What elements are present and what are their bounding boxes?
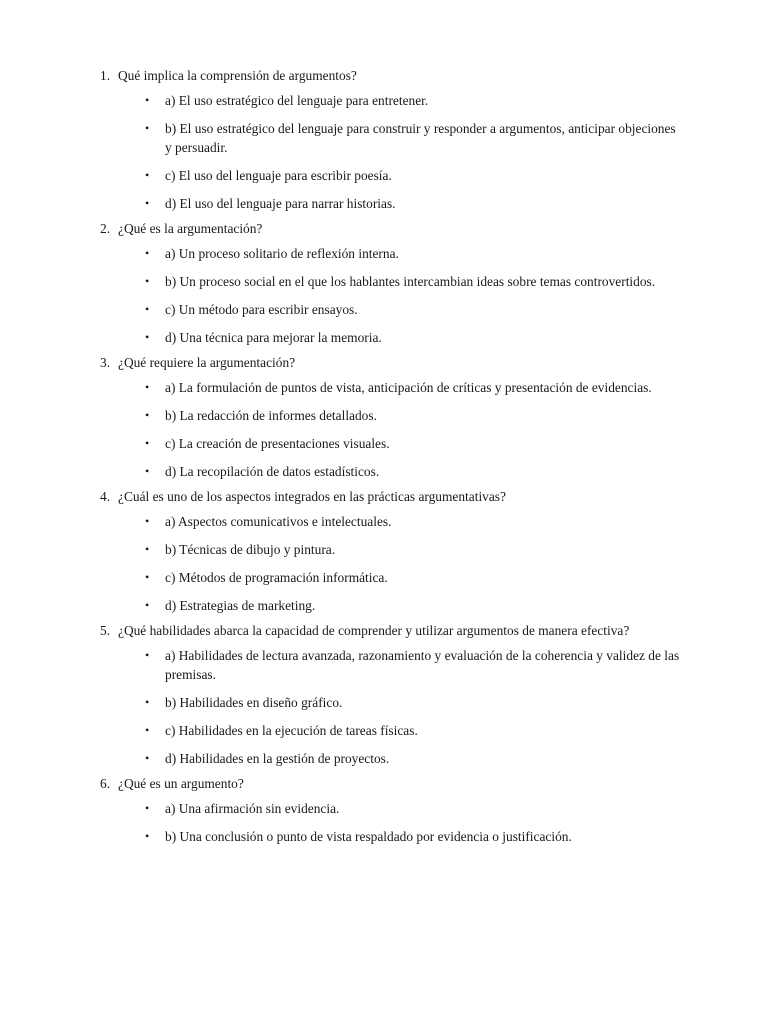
option-item <box>145 596 700 615</box>
bullet-icon: • <box>145 274 150 288</box>
option-text: c) Métodos de programación informática. <box>165 570 388 585</box>
question-4 <box>100 487 700 615</box>
bullet-icon: • <box>145 829 150 843</box>
option-text: b) Habilidades en diseño gráfico. <box>165 695 343 710</box>
option-list <box>100 512 700 615</box>
option-text: a) Un proceso solitario de reflexión interna. <box>165 246 399 261</box>
question-text: ¿Cuál es uno de los aspectos integrados en las prácticas argumentativas? <box>118 489 506 504</box>
option-item <box>145 434 700 453</box>
option-text: c) La creación de presentaciones visuales. <box>165 436 390 451</box>
option-item <box>145 749 700 768</box>
option-text: d) La recopilación de datos estadísticos. <box>165 464 380 479</box>
bullet-icon: • <box>145 380 150 394</box>
question-number: 4. <box>100 489 111 504</box>
option-text: d) Una técnica para mejorar la memoria. <box>165 330 382 345</box>
question-text: ¿Qué habilidades abarca la capacidad de comprender y utilizar argumentos de manera efectiva? <box>118 623 630 638</box>
question-number: 5. <box>100 623 111 638</box>
option-item <box>145 799 700 818</box>
option-item <box>145 119 700 157</box>
bullet-icon: • <box>145 436 150 450</box>
option-list <box>100 91 700 213</box>
bullet-icon: • <box>145 514 150 528</box>
option-text: a) Una afirmación sin evidencia. <box>165 801 340 816</box>
option-text: d) Habilidades en la gestión de proyectos. <box>165 751 390 766</box>
option-text: b) Técnicas de dibujo y pintura. <box>165 542 336 557</box>
option-text: a) Aspectos comunicativos e intelectuales. <box>165 514 392 529</box>
option-item <box>145 721 700 740</box>
option-text: a) Habilidades de lectura avanzada, razonamiento y evaluación de la coherencia y validez de las premisas. <box>165 648 680 682</box>
option-text: c) Un método para escribir ensayos. <box>165 302 358 317</box>
option-item <box>145 300 700 319</box>
bullet-icon: • <box>145 648 150 662</box>
bullet-icon: • <box>145 196 150 210</box>
bullet-icon: • <box>145 598 150 612</box>
bullet-icon: • <box>145 330 150 344</box>
option-text: c) El uso del lenguaje para escribir poesía. <box>165 168 392 183</box>
bullet-icon: • <box>145 695 150 709</box>
question-number: 6. <box>100 776 111 791</box>
option-item <box>145 646 700 684</box>
bullet-icon: • <box>145 168 150 182</box>
bullet-icon: • <box>145 801 150 815</box>
bullet-icon: • <box>145 121 150 135</box>
question-text: Qué implica la comprensión de argumentos? <box>118 68 357 83</box>
bullet-icon: • <box>145 751 150 765</box>
option-item <box>145 378 700 397</box>
option-item <box>145 462 700 481</box>
bullet-icon: • <box>145 246 150 260</box>
option-text: b) La redacción de informes detallados. <box>165 408 377 423</box>
option-list <box>100 378 700 481</box>
option-text: b) Una conclusión o punto de vista respaldado por evidencia o justificación. <box>165 829 572 844</box>
bullet-icon: • <box>145 570 150 584</box>
question-6 <box>100 774 700 846</box>
option-text: a) La formulación de puntos de vista, anticipación de críticas y presentación de evidencias. <box>165 380 652 395</box>
option-item <box>145 272 700 291</box>
question-list <box>100 66 700 852</box>
question-5 <box>100 621 700 768</box>
question-2 <box>100 219 700 347</box>
bullet-icon: • <box>145 542 150 556</box>
option-list <box>100 244 700 347</box>
option-text: b) El uso estratégico del lenguaje para construir y responder a argumentos, anticipar objeciones y persuadir. <box>165 121 676 155</box>
option-text: c) Habilidades en la ejecución de tareas físicas. <box>165 723 418 738</box>
question-number: 3. <box>100 355 111 370</box>
option-item <box>145 512 700 531</box>
option-item <box>145 244 700 263</box>
question-text: ¿Qué requiere la argumentación? <box>118 355 296 370</box>
bullet-icon: • <box>145 723 150 737</box>
question-1 <box>100 66 700 213</box>
option-item <box>145 194 700 213</box>
option-text: d) Estrategias de marketing. <box>165 598 316 613</box>
option-item <box>145 166 700 185</box>
option-list <box>100 799 700 846</box>
question-3 <box>100 353 700 481</box>
option-item <box>145 568 700 587</box>
option-text: b) Un proceso social en el que los hablantes intercambian ideas sobre temas controvertidos. <box>165 274 656 289</box>
option-item <box>145 406 700 425</box>
question-text: ¿Qué es la argumentación? <box>118 221 263 236</box>
option-text: d) El uso del lenguaje para narrar historias. <box>165 196 396 211</box>
option-item <box>145 328 700 347</box>
question-text: ¿Qué es un argumento? <box>118 776 244 791</box>
option-item <box>145 540 700 559</box>
option-text: a) El uso estratégico del lenguaje para entretener. <box>165 93 429 108</box>
bullet-icon: • <box>145 302 150 316</box>
question-number: 1. <box>100 68 111 83</box>
question-number: 2. <box>100 221 111 236</box>
bullet-icon: • <box>145 93 150 107</box>
bullet-icon: • <box>145 464 150 478</box>
option-item <box>145 91 700 110</box>
option-item <box>145 693 700 712</box>
bullet-icon: • <box>145 408 150 422</box>
option-item <box>145 827 700 846</box>
option-list <box>100 646 700 768</box>
